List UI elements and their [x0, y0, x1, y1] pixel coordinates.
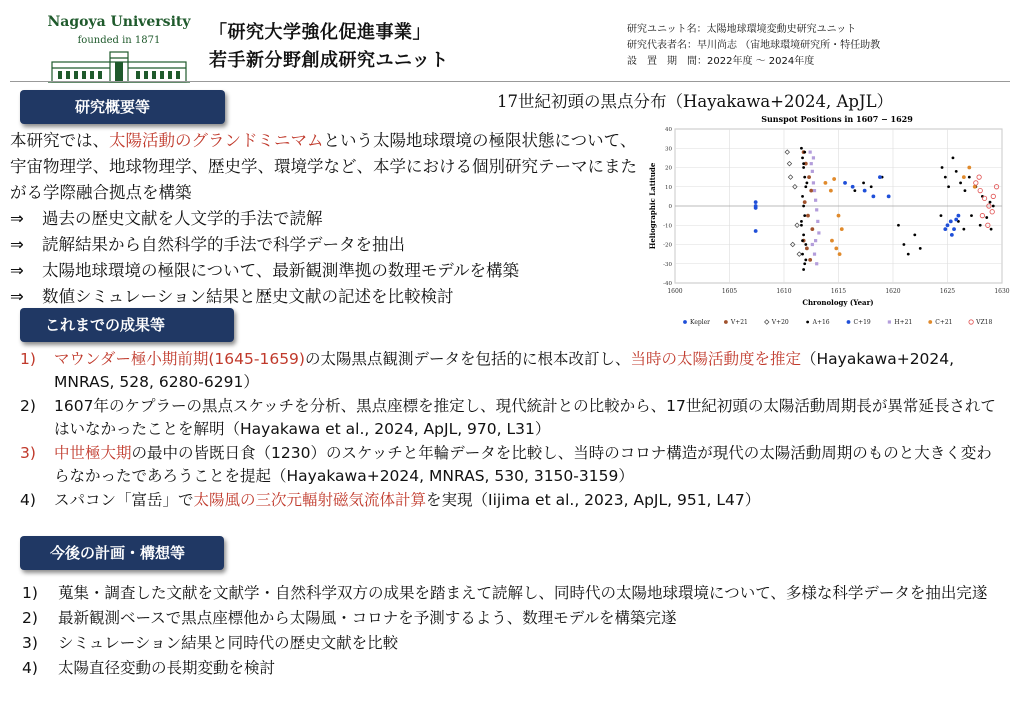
data-point-h-21 — [814, 239, 817, 242]
data-point-c-21 — [967, 166, 971, 170]
data-point-a-16 — [801, 239, 804, 242]
logo-founded-text: founded in 1871 — [77, 35, 161, 46]
result-item — [20, 348, 1000, 394]
result-number: 3) — [20, 444, 36, 462]
data-point-a-16 — [801, 156, 804, 159]
result-highlight-text: 中世極大期 — [54, 444, 132, 462]
data-point-v-21 — [809, 189, 813, 193]
result-item — [20, 489, 1000, 512]
data-point-a-16 — [870, 185, 873, 188]
data-point-a-16 — [919, 247, 922, 250]
plan-number: 3) — [22, 634, 38, 652]
data-point-v-21 — [806, 214, 810, 218]
data-point-a-16 — [804, 185, 807, 188]
data-point-a-16 — [968, 176, 971, 179]
future-list — [22, 582, 1002, 682]
data-point-h-21 — [813, 189, 816, 192]
legend-marker-a-16 — [806, 321, 809, 324]
chart-xlabel: Chronology (Year) — [802, 298, 874, 307]
overview-bullet — [10, 284, 519, 310]
result-number: 2) — [20, 397, 36, 415]
data-point-a-16 — [897, 224, 900, 227]
data-point-a-16 — [955, 170, 958, 173]
data-point-a-16 — [803, 262, 806, 265]
results-heading: これまでの成果等 — [20, 308, 234, 342]
data-point-a-16 — [913, 233, 916, 236]
data-point-c-19 — [871, 194, 875, 198]
data-point-a-16 — [800, 224, 803, 227]
plan-item — [22, 632, 1002, 655]
x-tick-label: 1605 — [721, 288, 738, 295]
data-point-c-19 — [950, 233, 954, 237]
info-period: 設 置 期 間：2022年度 ～ 2024年度 — [627, 56, 815, 67]
result-text: を実現（Iijima et al., 2023, ApJL, 951, L47） — [426, 491, 761, 509]
result-text: の太陽黒点観測データを包括的に根本改訂し、 — [304, 350, 631, 368]
result-item — [20, 395, 1000, 441]
overview-heading: 研究概要等 — [20, 90, 225, 124]
legend-label-v-20: V+20 — [771, 319, 789, 326]
result-number: 1) — [20, 350, 36, 368]
data-point-a-16 — [800, 220, 803, 223]
y-tick-label: -30 — [663, 261, 672, 268]
plan-text: シミュレーション結果と同時代の歴史文献を比較 — [58, 634, 399, 652]
header-divider — [10, 81, 1010, 82]
data-point-c-19 — [887, 194, 891, 198]
legend-marker-c-19 — [847, 320, 851, 324]
y-tick-label: 0 — [668, 204, 672, 210]
result-item — [20, 442, 1000, 488]
data-point-a-16 — [801, 195, 804, 198]
data-point-c-21 — [824, 181, 828, 185]
y-tick-label: -40 — [663, 281, 672, 287]
data-point-a-16 — [862, 182, 865, 185]
data-point-h-21 — [811, 243, 814, 246]
data-point-a-16 — [801, 253, 804, 256]
page-title-line2: 若手新分野創成研究ユニット — [209, 50, 449, 71]
plan-number: 2) — [22, 609, 38, 627]
data-point-a-16 — [962, 228, 965, 231]
data-point-a-16 — [964, 189, 967, 192]
y-tick-label: 40 — [665, 127, 672, 133]
y-tick-label: -10 — [663, 223, 672, 230]
data-point-a-16 — [985, 216, 988, 219]
data-point-a-16 — [990, 228, 993, 231]
plan-item — [22, 607, 1002, 630]
data-point-c-19 — [949, 220, 953, 224]
data-point-h-21 — [809, 151, 812, 154]
overview-bullet-text: 太陽地球環境の極限について、最新観測準拠の数理モデルを構築 — [42, 261, 520, 280]
plan-item — [22, 657, 1002, 680]
data-point-a-16 — [805, 182, 808, 185]
result-text: スパコン「富岳」で — [54, 491, 194, 509]
data-point-h-21 — [812, 181, 815, 184]
legend-marker-kepler — [683, 320, 687, 324]
y-tick-label: 20 — [665, 165, 672, 172]
plan-item — [22, 582, 1002, 605]
data-point-a-16 — [802, 233, 805, 236]
data-point-v-21 — [805, 246, 809, 250]
plan-number: 1) — [22, 584, 38, 602]
data-point-h-21 — [812, 156, 815, 159]
data-point-a-16 — [970, 214, 973, 217]
data-point-v-21 — [807, 175, 811, 179]
arrow-icon: ⇒ — [10, 209, 24, 228]
data-point-v-21 — [808, 258, 812, 262]
overview-text-b: という太陽地球環境の極限状態について、宇宙物理学、地球物理学、歴史学、環境学など、本学における個別研究テーマにまたがる学際融合拠点を構築 — [10, 131, 637, 202]
figure-caption: 17世紀初頭の黒点分布（Hayakawa+2024, ApJL） — [497, 92, 894, 111]
data-point-c-21 — [837, 214, 841, 218]
data-point-h-21 — [810, 162, 813, 165]
data-point-a-16 — [907, 253, 910, 256]
data-point-a-16 — [959, 182, 962, 185]
legend-label-c-21: C+21 — [935, 319, 953, 326]
overview-bullet — [10, 206, 519, 232]
overview-bullet-text: 数値シミュレーション結果と歴史文献の記述を比較検討 — [42, 287, 454, 306]
data-point-a-16 — [802, 268, 805, 271]
legend-label-kepler: Kepler — [690, 319, 711, 326]
data-point-c-19 — [878, 175, 882, 179]
data-point-a-16 — [947, 185, 950, 188]
logo-university-name: Nagoya University — [47, 14, 191, 30]
data-point-a-16 — [803, 176, 806, 179]
university-logo — [44, 10, 194, 84]
data-point-a-16 — [803, 151, 806, 154]
y-tick-label: 10 — [665, 184, 672, 191]
data-point-c-21 — [834, 246, 838, 250]
x-tick-label: 1625 — [939, 288, 956, 295]
data-point-h-21 — [815, 208, 818, 211]
data-point-a-16 — [853, 189, 856, 192]
data-point-h-21 — [815, 262, 818, 265]
data-point-c-19 — [843, 181, 847, 185]
data-point-c-21 — [829, 189, 833, 193]
data-point-a-16 — [903, 243, 906, 246]
result-text: （Hayakawa+2024, MNRAS, 528, 6280-6291） — [54, 350, 955, 391]
data-point-c-19 — [943, 227, 947, 231]
data-point-c-21 — [832, 177, 836, 181]
overview-bullet — [10, 232, 519, 258]
data-point-a-16 — [940, 214, 943, 217]
data-point-kepler — [754, 200, 758, 204]
data-point-a-16 — [952, 156, 955, 159]
future-heading: 今後の計画・構想等 — [20, 536, 224, 570]
x-tick-label: 1620 — [885, 288, 901, 295]
data-point-c-19 — [957, 214, 961, 218]
overview-text — [10, 128, 640, 206]
building-icon — [44, 50, 194, 84]
overview-bullet-text: 過去の歴史文献を人文学的手法で読解 — [42, 209, 323, 228]
overview-bullet — [10, 258, 519, 284]
overview-text-a: 本研究では、 — [10, 131, 109, 150]
data-point-a-16 — [989, 201, 992, 204]
plan-text: 太陽直径変動の長期変動を検討 — [58, 659, 276, 677]
data-point-c-21 — [962, 175, 966, 179]
data-point-a-16 — [800, 147, 803, 150]
chart-title: Sunspot Positions in 1607 − 1629 — [761, 114, 913, 124]
data-point-c-19 — [952, 227, 956, 231]
y-tick-label: 30 — [665, 146, 672, 153]
data-point-a-16 — [979, 224, 982, 227]
data-point-a-16 — [802, 166, 805, 169]
result-highlight-text: 太陽風の三次元輻射磁気流体計算 — [193, 491, 427, 509]
legend-marker-h-21 — [888, 320, 891, 323]
data-point-a-16 — [804, 259, 807, 262]
data-point-c-21 — [838, 252, 842, 256]
legend-label-v-21: V+21 — [730, 319, 748, 326]
data-point-v-21 — [803, 200, 807, 204]
data-point-h-21 — [813, 253, 816, 256]
data-point-c-19 — [946, 223, 950, 227]
data-point-h-21 — [811, 170, 814, 173]
page-title-line1: 「研究大学強化促進事業」 — [209, 22, 431, 43]
arrow-icon: ⇒ — [10, 261, 24, 280]
data-point-h-21 — [817, 231, 820, 234]
data-point-kepler — [754, 206, 758, 210]
data-point-v-21 — [810, 227, 814, 231]
data-point-a-16 — [804, 243, 807, 246]
legend-label-a-16: A+16 — [812, 319, 830, 326]
results-list — [20, 348, 1000, 513]
plan-text: 最新観測ベースで黒点座標他から太陽風・コロナを予測するよう、数理モデルを構築完遂 — [58, 609, 677, 627]
data-point-a-16 — [944, 176, 947, 179]
data-point-c-21 — [840, 227, 844, 231]
legend-marker-c-21 — [928, 320, 932, 324]
data-point-c-19 — [863, 189, 867, 193]
y-tick-label: -20 — [663, 242, 672, 249]
result-text: の最中の皆既日食（1230）のスケッチと年輪データを比較し、当時のコロナ構造が現代の太陽活動周期のものと大きく変わらなかったであろうことを提起（Hayakawa+2024, MNRAS, 530, 3150-3159） — [54, 444, 992, 485]
legend-label-c-19: C+19 — [853, 319, 871, 326]
data-point-a-16 — [992, 205, 995, 208]
info-unit-name: 研究ユニット名：太陽地球環境変動史研究ユニット — [627, 24, 857, 35]
data-point-h-21 — [814, 199, 817, 202]
x-tick-label: 1630 — [994, 288, 1010, 295]
result-highlight-text: マウンダー極小期前期(1645-1659) — [54, 350, 305, 368]
overview-highlight: 太陽活動のグランドミニマム — [109, 131, 324, 150]
data-point-c-19 — [954, 218, 958, 222]
result-text: 1607年のケプラーの黒点スケッチを分析、黒点座標を推定し、現代統計との比較から、17世紀初頭の太陽活動周期長が異常延長されてはいなかったことを解明（Hayakawa et al., 2024, ApJL, 970, L31） — [54, 397, 996, 438]
overview-bullet-text: 読解結果から自然科学的手法で科学データを抽出 — [42, 235, 405, 254]
data-point-a-16 — [941, 166, 944, 169]
result-number: 4) — [20, 491, 36, 509]
overview-bullets — [10, 206, 519, 310]
unit-info — [627, 22, 880, 70]
arrow-icon: ⇒ — [10, 287, 24, 306]
sunspot-chart — [647, 111, 1012, 331]
legend-marker-v-21 — [724, 320, 728, 324]
info-representative: 研究代表者名：早川尚志 （宙地球環境研究所・特任助教 — [627, 40, 881, 51]
legend-label-vz18: VZ18 — [976, 319, 993, 326]
chart-ylabel: Heliographic Latitude — [648, 162, 657, 250]
data-point-a-16 — [803, 214, 806, 217]
data-point-a-16 — [802, 162, 805, 165]
result-highlight-text: 当時の太陽活動度を推定 — [630, 350, 801, 368]
legend-label-h-21: H+21 — [894, 319, 913, 326]
plan-text: 蒐集・調査した文献を文献学・自然科学双方の成果を踏まえて読解し、同時代の太陽地球環境について、多様な科学データを抽出完遂 — [58, 584, 988, 602]
data-point-h-21 — [816, 220, 819, 223]
plan-number: 4) — [22, 659, 38, 677]
data-point-c-21 — [830, 239, 834, 243]
x-tick-label: 1610 — [776, 288, 792, 295]
x-tick-label: 1615 — [830, 288, 847, 295]
arrow-icon: ⇒ — [10, 235, 24, 254]
data-point-a-16 — [802, 205, 805, 208]
data-point-kepler — [754, 229, 758, 233]
data-point-c-19 — [851, 185, 855, 189]
x-tick-label: 1600 — [667, 288, 683, 295]
